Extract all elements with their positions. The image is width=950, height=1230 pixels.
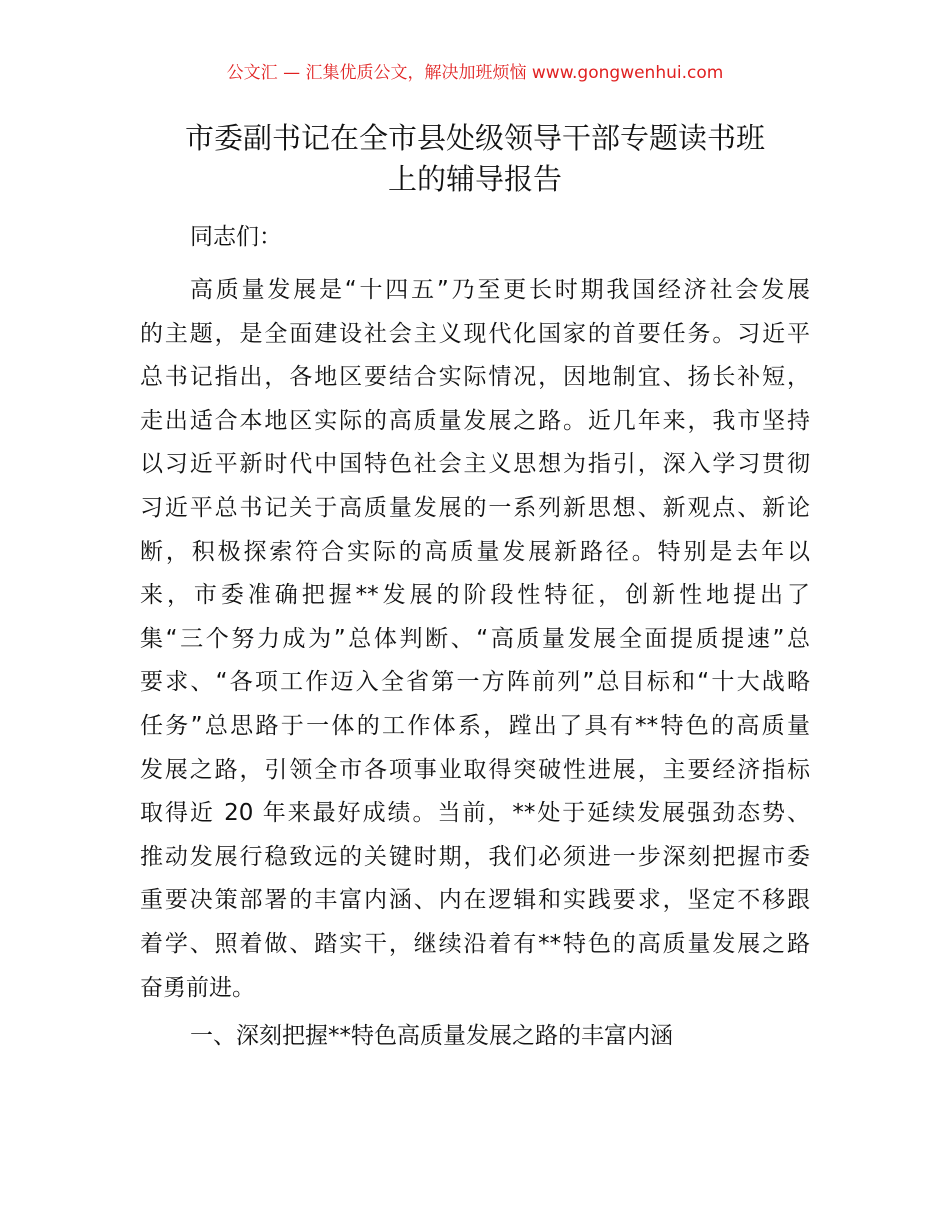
- paragraph-line: 以习近平新时代中国特色社会主义思想为指引，深入学习贯彻: [140, 451, 810, 478]
- paragraph-line: 任务”总思路于一体的工作体系，蹚出了具有**特色的高质量: [140, 713, 810, 739]
- salutation: 同志们：: [190, 224, 282, 250]
- paragraph-line: 总书记指出，各地区要结合实际情况，因地制宜、扬长补短，: [140, 364, 810, 391]
- paragraph-line: 推动发展行稳致远的关键时期，我们必须进一步深刻把握市委: [140, 843, 810, 870]
- paragraph-line: 断，积极探索符合实际的高质量发展新路径。特别是去年以: [140, 538, 810, 565]
- paragraph-line: 奋勇前进。: [140, 974, 255, 1001]
- paragraph-line: 要求、“各项工作迈入全省第一方阵前列”总目标和“十大战略: [140, 669, 810, 696]
- paragraph-line: 习近平总书记关于高质量发展的一系列新思想、新观点、新论: [140, 495, 810, 521]
- paragraph-line: 的主题，是全面建设社会主义现代化国家的首要任务。习近平: [140, 320, 810, 347]
- paragraph-line: 高质量发展是“十四五”乃至更长时期我国经济社会发展: [190, 277, 810, 303]
- section-heading: 一、深刻把握**特色高质量发展之路的丰富内涵: [190, 1023, 673, 1049]
- paragraph-line: 着学、照着做、踏实干，继续沿着有**特色的高质量发展之路: [140, 931, 810, 957]
- paragraph-line: 发展之路，引领全市各项事业取得突破性进展，主要经济指标: [140, 756, 810, 783]
- paragraph-line: 走出适合本地区实际的高质量发展之路。近几年来，我市坚持: [140, 407, 810, 434]
- document-title-line-1: 市委副书记在全市县处级领导干部专题读书班: [184, 121, 765, 155]
- paragraph-line: 重要决策部署的丰富内涵、内在逻辑和实践要求，坚定不移跟: [140, 887, 810, 914]
- paragraph-line: 来，市委准确把握**发展的阶段性特征，创新性地提出了: [140, 582, 810, 609]
- document-title-line-2: 上的辅导报告: [387, 162, 562, 196]
- watermark-banner: 公文汇 — 汇集优质公文，解决加班烦恼 www.gongwenhui.com: [226, 63, 724, 83]
- paragraph-line: 集“三个努力成为”总体判断、“高质量发展全面提质提速”总: [140, 625, 810, 652]
- paragraph-line: 取得近 20 年来最好成绩。当前，**处于延续发展强劲态势、: [140, 800, 810, 827]
